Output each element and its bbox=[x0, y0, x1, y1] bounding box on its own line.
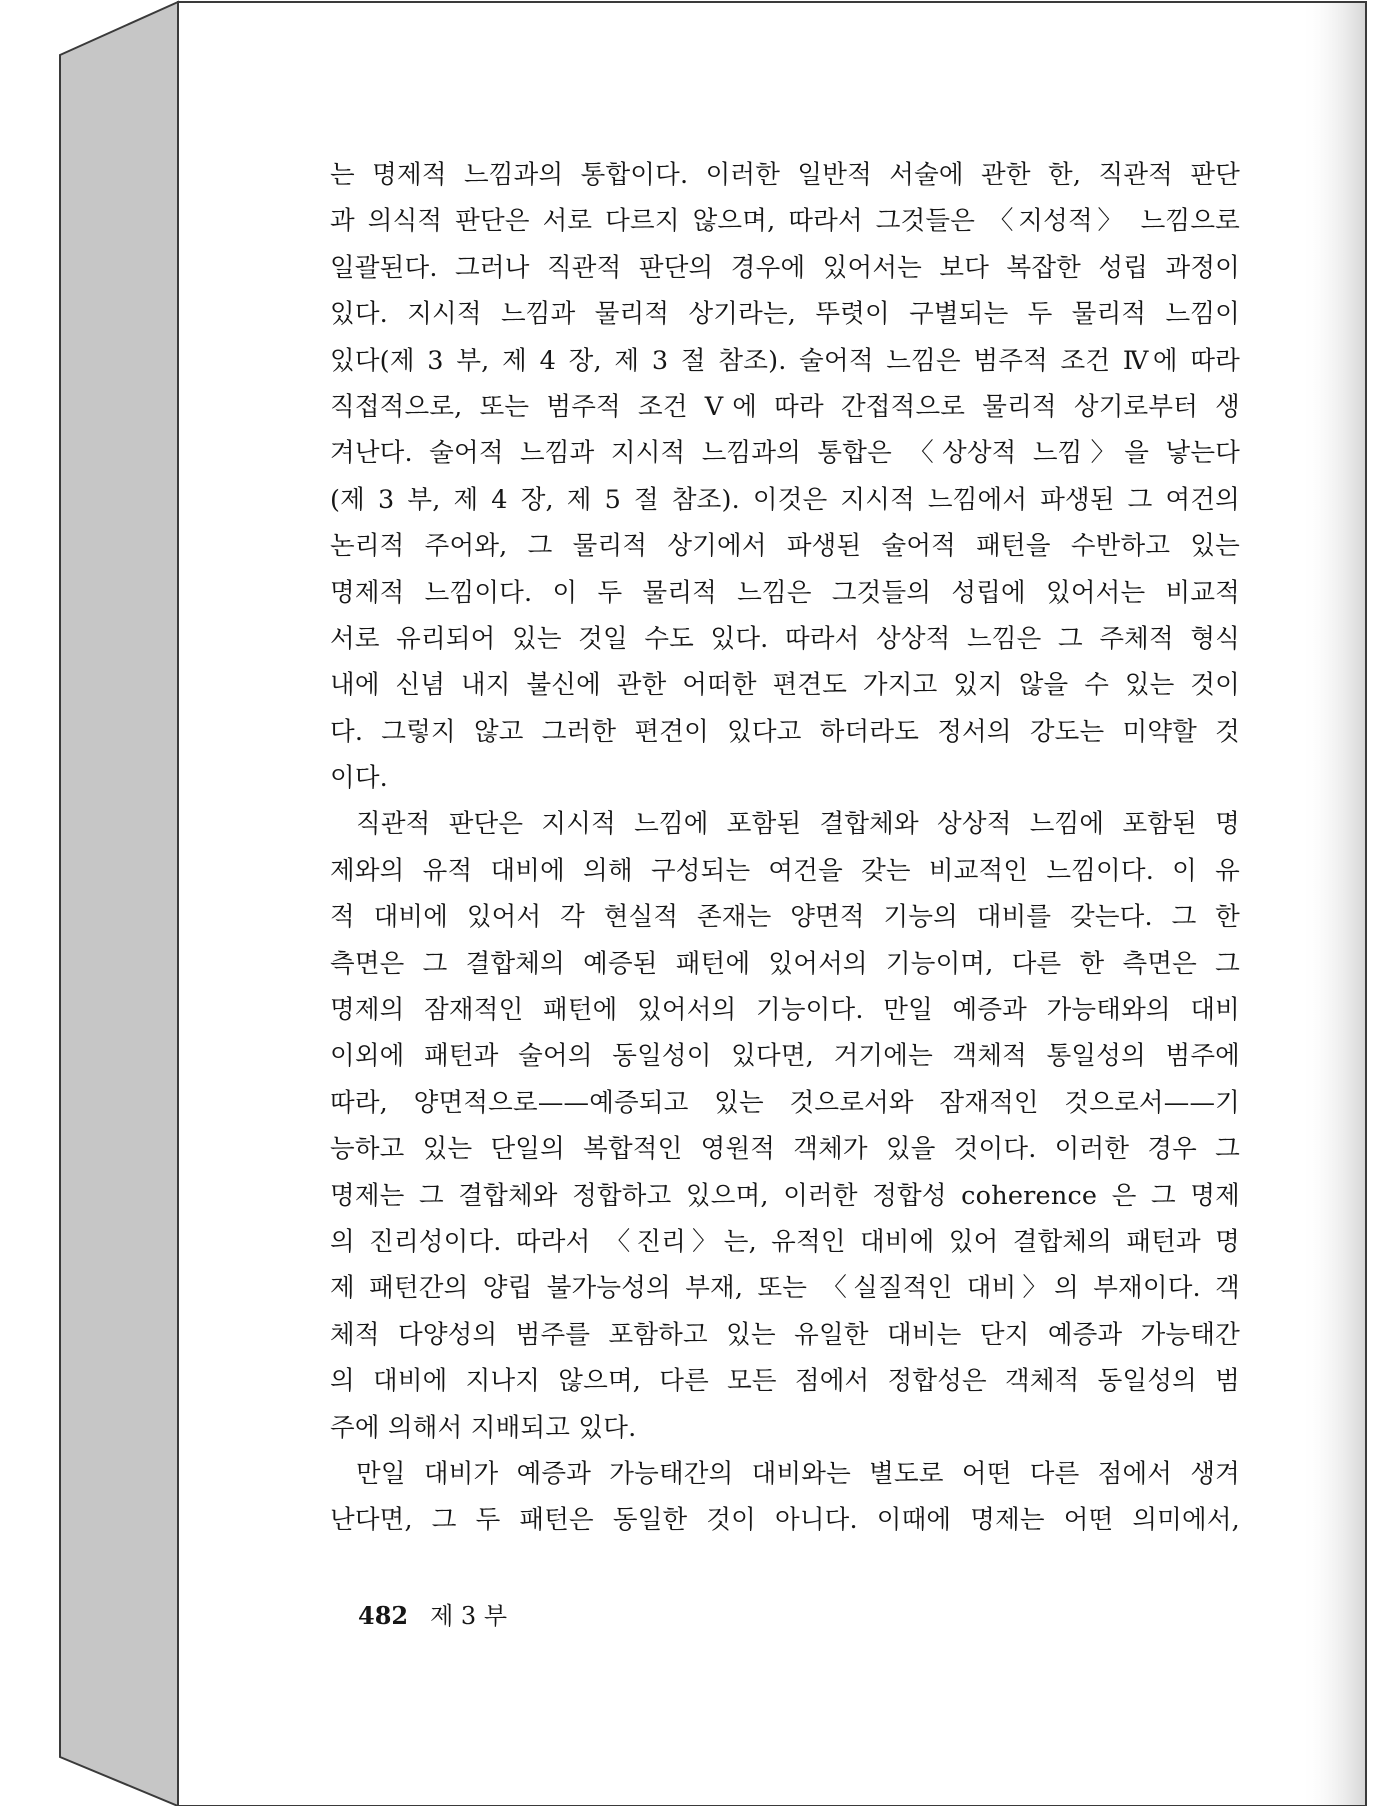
text-line: 겨난다. 술어적 느낌과 지시적 느낌과의 통합은 〈상상적 느낌〉을 낳는다 bbox=[330, 438, 1240, 469]
text-line: 다. 그렇지 않고 그러한 편견이 있다고 하더라도 정서의 강도는 미약할 것 bbox=[330, 716, 1240, 747]
page-edge-shade bbox=[1300, 3, 1365, 1805]
text-line: 능하고 있는 단일의 복합적인 영원적 객체가 있을 것이다. 이러한 경우 그 bbox=[330, 1134, 1240, 1165]
page-number: 482 bbox=[358, 1601, 409, 1630]
text-line: 적 대비에 있어서 각 현실적 존재는 양면적 기능의 대비를 갖는다. 그 한 bbox=[330, 902, 1240, 933]
text-line: 명제의 잠재적인 패턴에 있어서의 기능이다. 만일 예증과 가능태와의 대비 bbox=[330, 995, 1240, 1026]
text-line: 는 명제적 느낌과의 통합이다. 이러한 일반적 서술에 관한 한, 직관적 판단 bbox=[330, 160, 1240, 190]
book-spine bbox=[60, 2, 178, 1806]
text-line: 제 패턴간의 양립 불가능성의 부재, 또는 〈실질적인 대비〉의 부재이다. 객 bbox=[330, 1273, 1240, 1304]
text-line: 직관적 판단은 지시적 느낌에 포함된 결합체와 상상적 느낌에 포함된 명 bbox=[356, 809, 1240, 840]
text-line: 따라, 양면적으로——예증되고 있는 것으로서와 잠재적인 것으로서——기 bbox=[330, 1087, 1240, 1118]
text-line: 측면은 그 결합체의 예증된 패턴에 있어서의 기능이며, 다른 한 측면은 그 bbox=[330, 948, 1240, 979]
text-line: 서로 유리되어 있는 것일 수도 있다. 따라서 상상적 느낌은 그 주체적 형식 bbox=[330, 623, 1240, 654]
text-line: 일괄된다. 그러나 직관적 판단의 경우에 있어서는 보다 복잡한 성립 과정이 bbox=[330, 252, 1240, 283]
text-line: 제와의 유적 대비에 의해 구성되는 여건을 갖는 비교적인 느낌이다. 이 유 bbox=[330, 855, 1240, 886]
text-line: 내에 신념 내지 불신에 관한 어떠한 편견도 가지고 있지 않을 수 있는 것이 bbox=[330, 670, 1240, 701]
running-footer-section: 제 3 부 bbox=[430, 1602, 508, 1630]
text-line: (제 3 부, 제 4 장, 제 5 절 참조). 이것은 지시적 느낌에서 파생된 그 여건의 bbox=[330, 484, 1240, 515]
text-line: 있다. 지시적 느낌과 물리적 상기라는, 뚜렷이 구별되는 두 물리적 느낌이 bbox=[330, 299, 1240, 330]
text-line: 이다. bbox=[330, 763, 388, 794]
text-line: 의 진리성이다. 따라서 〈진리〉는, 유적인 대비에 있어 결합체의 패턴과 명 bbox=[330, 1226, 1240, 1257]
page-body bbox=[330, 152, 1240, 1544]
text-line: 명제적 느낌이다. 이 두 물리적 느낌은 그것들의 성립에 있어서는 비교적 bbox=[330, 577, 1240, 608]
text-line: 논리적 주어와, 그 물리적 상기에서 파생된 술어적 패턴을 수반하고 있는 bbox=[330, 531, 1240, 562]
text-line: 만일 대비가 예증과 가능태간의 대비와는 별도로 어떤 다른 점에서 생겨 bbox=[356, 1458, 1240, 1489]
text-line: 명제는 그 결합체와 정합하고 있으며, 이러한 정합성 coherence 은 그 명제 bbox=[330, 1180, 1240, 1211]
page-footer bbox=[358, 1596, 507, 1636]
text-line: 이외에 패턴과 술어의 동일성이 있다면, 거기에는 객체적 통일성의 범주에 bbox=[330, 1041, 1240, 1072]
text-line: 주에 의해서 지배되고 있다. bbox=[330, 1412, 637, 1443]
text-line: 체적 다양성의 범주를 포함하고 있는 유일한 대비는 단지 예증과 가능태간 bbox=[330, 1319, 1240, 1350]
text-line: 과 의식적 판단은 서로 다르지 않으며, 따라서 그것들은 〈지성적〉 느낌으로 bbox=[330, 206, 1240, 237]
text-line: 있다(제 3 부, 제 4 장, 제 3 절 참조). 술어적 느낌은 범주적 조건 Ⅳ에 따라 bbox=[330, 345, 1240, 376]
text-line: 난다면, 그 두 패턴은 동일한 것이 아니다. 이때에 명제는 어떤 의미에서, bbox=[330, 1505, 1240, 1536]
text-line: 직접적으로, 또는 범주적 조건 Ⅴ에 따라 간접적으로 물리적 상기로부터 생 bbox=[330, 391, 1240, 422]
text-line: 의 대비에 지나지 않으며, 다른 모든 점에서 정합성은 객체적 동일성의 범 bbox=[330, 1366, 1240, 1397]
